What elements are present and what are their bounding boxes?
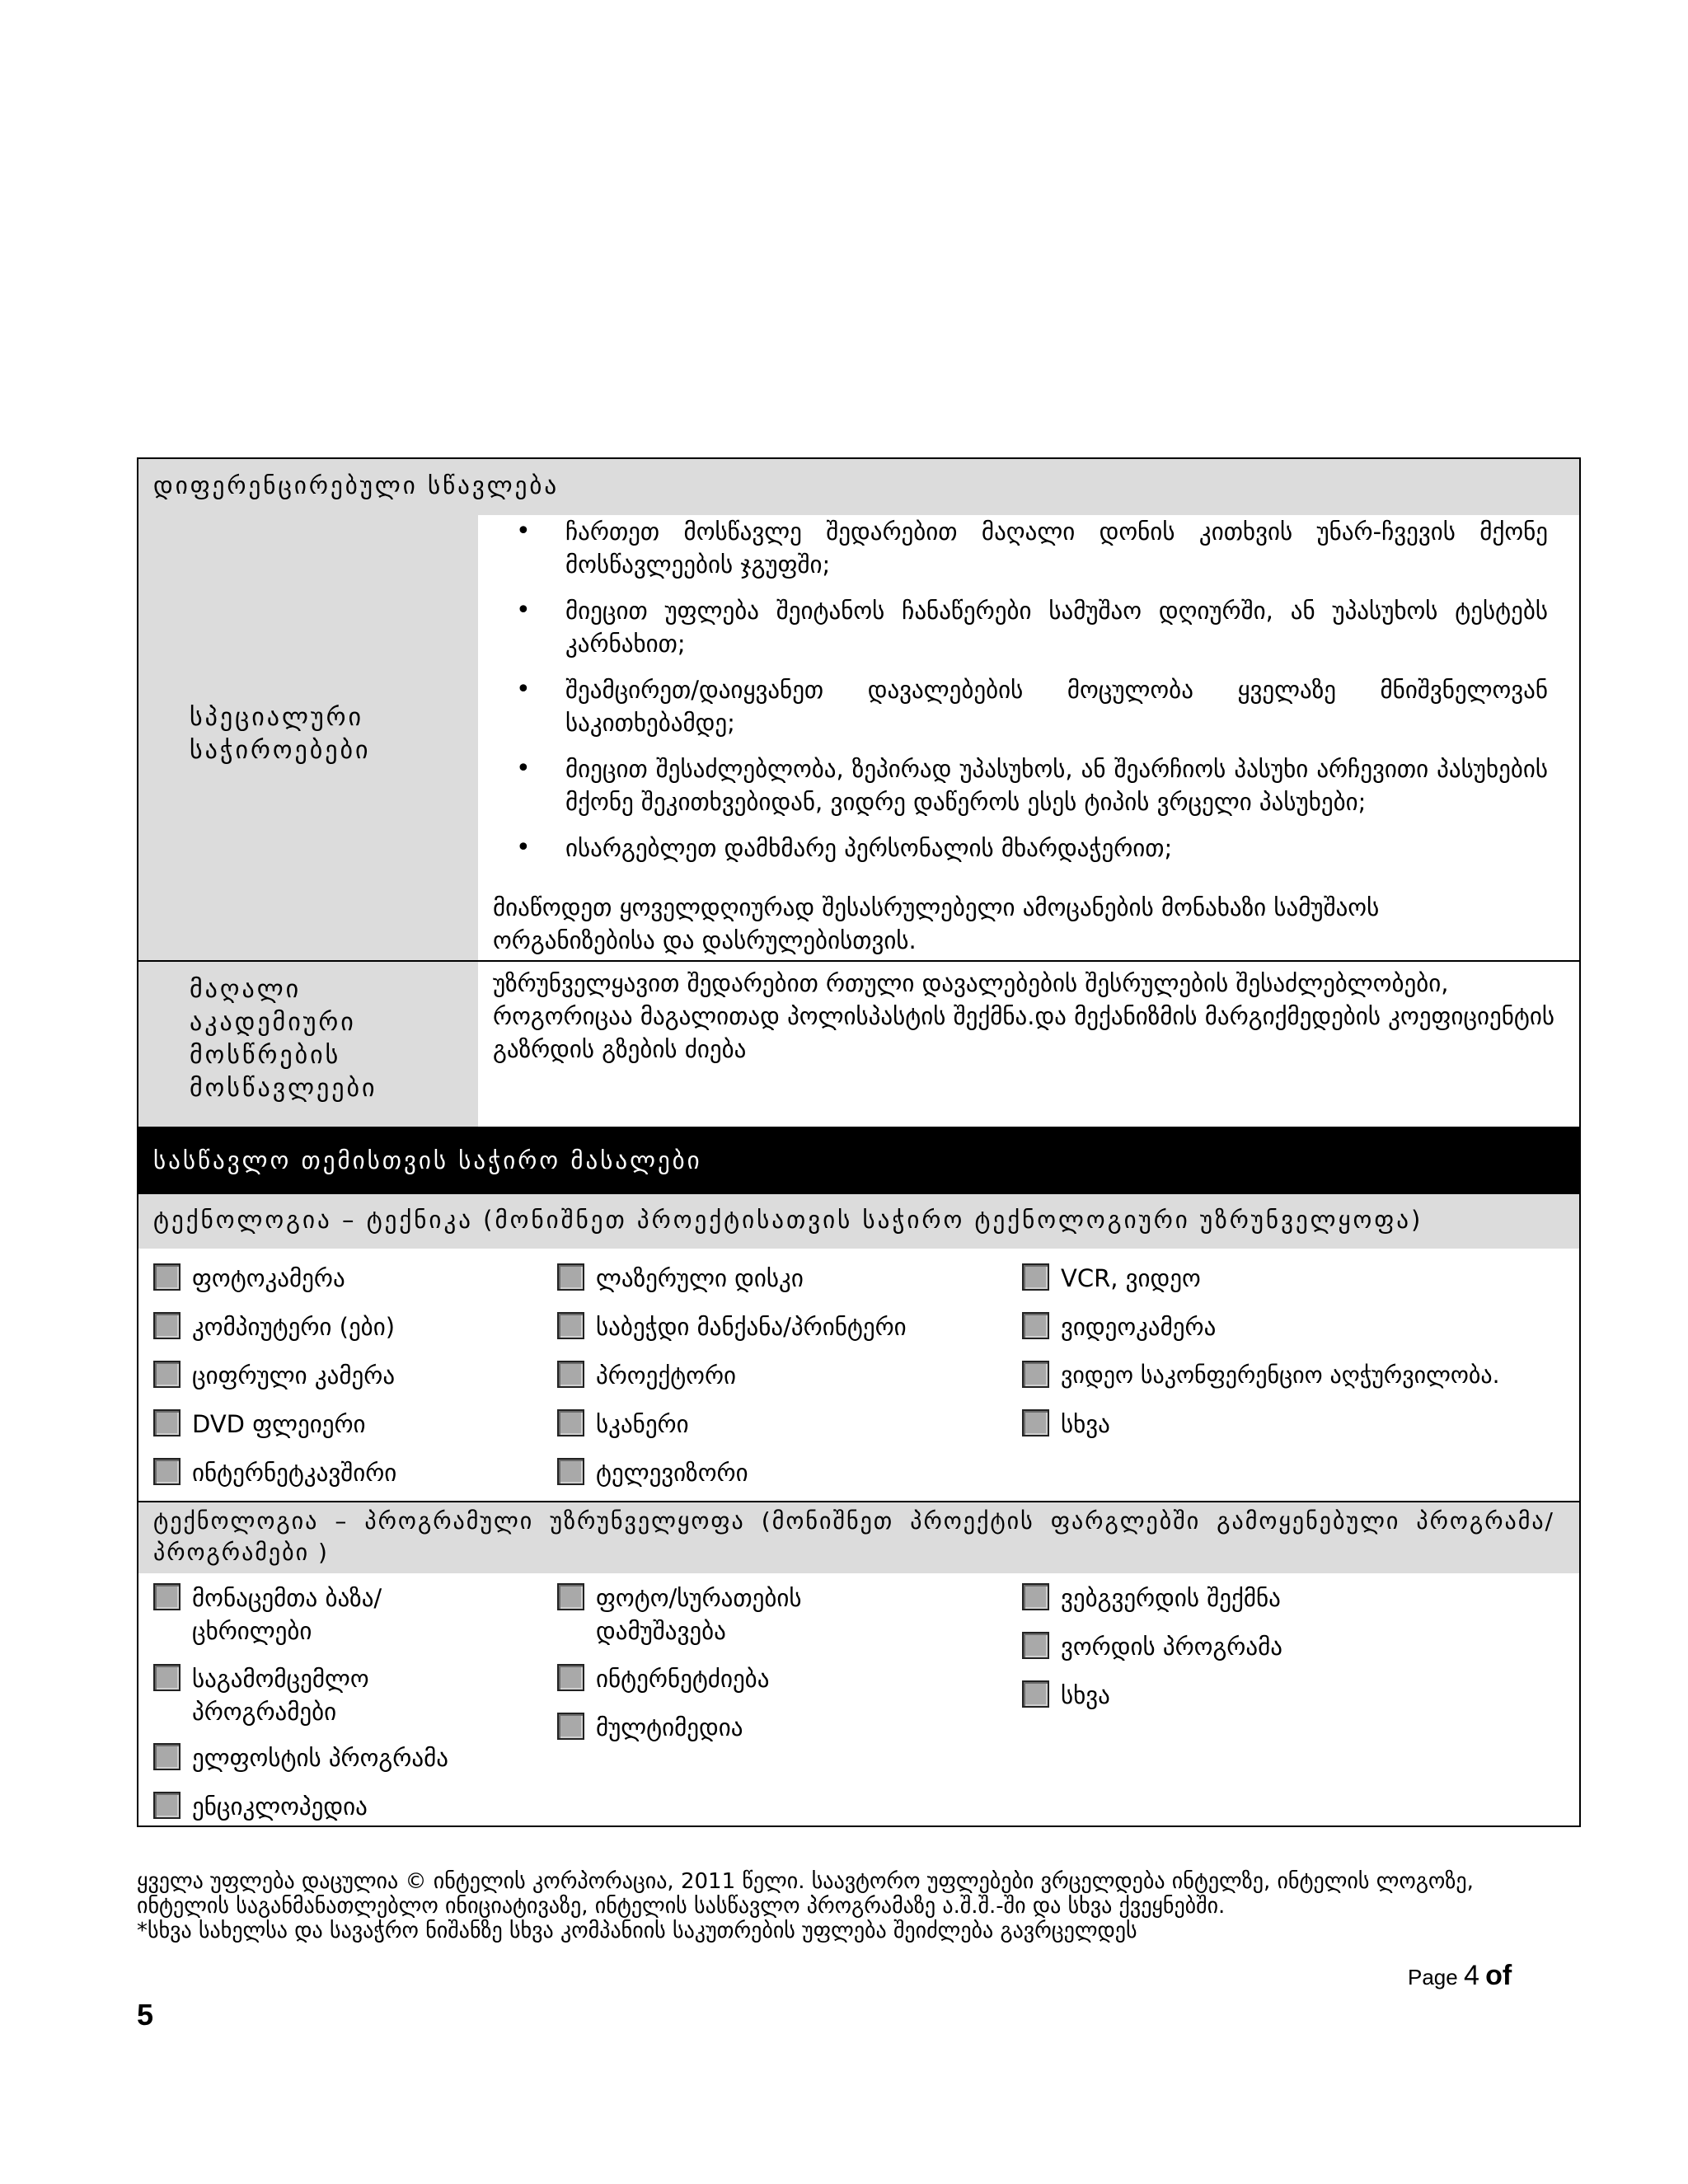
special-needs-list bbox=[493, 515, 1548, 878]
software-option[interactable]: ელფოსტის პროგრამა bbox=[153, 1741, 448, 1774]
high-achievers-label-cell bbox=[138, 962, 478, 1127]
checkbox[interactable] bbox=[557, 1458, 584, 1485]
checkbox[interactable] bbox=[557, 1583, 584, 1610]
checkbox[interactable] bbox=[153, 1792, 181, 1819]
page-current: 4 bbox=[1463, 1960, 1479, 1991]
checkbox[interactable] bbox=[153, 1263, 181, 1291]
software-option[interactable]: მულტიმედია bbox=[557, 1711, 743, 1744]
hardware-option[interactable]: სკანერი bbox=[557, 1408, 689, 1441]
hardware-option[interactable]: VCR, ვიდეო bbox=[1022, 1262, 1201, 1295]
checkbox[interactable] bbox=[153, 1743, 181, 1770]
software-option[interactable]: ინტერნეტძიება bbox=[557, 1662, 769, 1695]
page-label: Page bbox=[1408, 1965, 1458, 1990]
checkbox[interactable] bbox=[153, 1361, 181, 1388]
list-item: • შეამცირეთ/დაიყვანეთ დავალებების მოცულობა ყველაზე მნიშვნელოვან საკითხებამდე; bbox=[493, 673, 1548, 739]
page-total: 5 bbox=[137, 1998, 154, 2032]
special-needs-note: მიაწოდეთ ყოველდღიურად შესასრულებელი ამოცანების მონახაზი სამუშაოს ორგანიზებისა და დასრულებისთვის. bbox=[493, 893, 1380, 954]
hardware-title: ტექნოლოგია – ტექნიკა (მონიშნეთ პროექტისათვის საჭირო ტექნოლოგიური უზრუნველყოფა) bbox=[153, 1206, 1423, 1234]
special-needs-row bbox=[138, 515, 1579, 960]
lesson-plan-table bbox=[137, 457, 1581, 1827]
checkbox[interactable] bbox=[153, 1409, 181, 1436]
hardware-option[interactable]: ინტერნეტკავშირი bbox=[153, 1456, 396, 1489]
software-option[interactable]: მონაცემთა ბაზა/ცხრილები bbox=[153, 1582, 516, 1647]
page-of: of bbox=[1485, 1960, 1512, 1991]
checkbox[interactable] bbox=[557, 1664, 584, 1691]
trademark-text: *სხვა სახელსა და სავაჭრო ნიშანზე სხვა კომპანიის საკუთრების უფლება შეიძლება გავრცელდეს bbox=[137, 1919, 1137, 1943]
checkbox[interactable] bbox=[1022, 1583, 1049, 1610]
checkbox[interactable] bbox=[557, 1409, 584, 1436]
checkbox[interactable] bbox=[153, 1583, 181, 1610]
list-item: • მიეცით შესაძლებლობა, ზეპირად უპასუხოს, ან შეარჩიოს პასუხი არჩევითი პასუხების მქონე შეკითხვებიდან, ვიდრე დაწეროს ესეს ტიპის ვრცელი პასუხები; bbox=[493, 752, 1548, 818]
hardware-option[interactable]: კომპიუტერი (ები) bbox=[153, 1310, 395, 1343]
list-item: • მიეცით უფლება შეიტანოს ჩანაწერები სამუშაო დღიურში, ან უპასუხოს ტესტებს კარნახით; bbox=[493, 594, 1548, 660]
hardware-option[interactable]: ვიდეოკამერა bbox=[1022, 1310, 1216, 1343]
differentiation-title: დიფერენცირებული სწავლება bbox=[153, 471, 560, 499]
list-item: • ისარგებლეთ დამხმარე პერსონალის მხარდაჭერით; bbox=[493, 832, 1548, 865]
checkbox[interactable] bbox=[153, 1458, 181, 1485]
checkbox[interactable] bbox=[1022, 1263, 1049, 1291]
hardware-option[interactable]: DVD ფლეიერი bbox=[153, 1408, 366, 1441]
checkbox[interactable] bbox=[1022, 1409, 1049, 1436]
software-header bbox=[138, 1502, 1579, 1573]
software-option[interactable]: საგამომცემლო პროგრამები bbox=[153, 1662, 516, 1728]
materials-title: სასწავლო თემისთვის საჭირო მასალები bbox=[153, 1146, 702, 1174]
copyright-text: ყველა უფლება დაცულია © ინტელის კორპორაცია, 2011 წელი. საავტორო უფლებები ვრცელდება ინტელზე, ინტელის ლოგოზე, ინტელის საგანმანათლებლო ინიციატივაზე, ინტელის სასწავლო პროგრამაზე ა.შ.შ.-ში და სხვა ქვეყნებში. bbox=[137, 1869, 1474, 1919]
hardware-option[interactable]: ტელევიზორი bbox=[557, 1456, 748, 1489]
hardware-option[interactable]: პროექტორი bbox=[557, 1359, 736, 1392]
checkbox[interactable] bbox=[557, 1361, 584, 1388]
hardware-option[interactable]: საბეჭდი მანქანა/პრინტერი bbox=[557, 1310, 907, 1343]
differentiation-header bbox=[138, 459, 1579, 515]
materials-header bbox=[138, 1127, 1579, 1194]
checkbox[interactable] bbox=[557, 1713, 584, 1740]
special-needs-label-cell bbox=[138, 515, 478, 960]
checkbox[interactable] bbox=[557, 1312, 584, 1339]
hardware-option[interactable]: სხვა bbox=[1022, 1408, 1110, 1441]
software-title: ტექნოლოგია – პროგრამული უზრუნველყოფა (მონიშნეთ პროექტის ფარგლებში გამოყენებული პროგრამა/პროგრამები ) bbox=[153, 1507, 1554, 1566]
hardware-option[interactable]: ვიდეო საკონფერენციო აღჭურვილობა. bbox=[1022, 1359, 1500, 1392]
copyright-footer bbox=[137, 1869, 1554, 1943]
software-option[interactable]: ვორდის პროგრამა bbox=[1022, 1630, 1282, 1663]
checkbox[interactable] bbox=[1022, 1680, 1049, 1708]
checkbox[interactable] bbox=[1022, 1361, 1049, 1388]
hardware-option[interactable]: ციფრული კამერა bbox=[153, 1359, 395, 1392]
checkbox[interactable] bbox=[557, 1263, 584, 1291]
checkbox[interactable] bbox=[1022, 1312, 1049, 1339]
software-option[interactable]: ვებგვერდის შექმნა bbox=[1022, 1582, 1281, 1615]
special-needs-label: სპეციალური საჭიროებები bbox=[190, 703, 371, 765]
list-item: • ჩართეთ მოსწავლე შედარებით მაღალი დონის კითხვის უნარ-ჩვევის მქონე მოსწავლეების ჯგუფში; bbox=[493, 515, 1548, 581]
software-option[interactable]: ენციკლოპედია bbox=[153, 1790, 368, 1823]
high-achievers-row bbox=[138, 962, 1579, 1127]
high-achievers-text: უზრუნველყავით შედარებით რთული დავალებების შესრულების შესაძლებლობები, როგორიცაა მაგალითად პოლისპასტის შექმნა.და მექანიზმის მარგიქმედების კოეფიციენტის გაზრდის გზების ძიება bbox=[493, 969, 1555, 1063]
page-number bbox=[1408, 1960, 1512, 1992]
hardware-header bbox=[138, 1194, 1579, 1249]
software-option[interactable]: ფოტო/სურათების დამუშავება bbox=[557, 1582, 969, 1647]
high-achievers-label: მაღალი აკადემიური მოსწრების მოსწავლეები bbox=[190, 975, 377, 1103]
software-option[interactable]: სხვა bbox=[1022, 1679, 1110, 1712]
checkbox[interactable] bbox=[153, 1664, 181, 1691]
checkbox[interactable] bbox=[153, 1312, 181, 1339]
hardware-option[interactable]: ლაზერული დისკი bbox=[557, 1262, 804, 1295]
checkbox[interactable] bbox=[1022, 1632, 1049, 1659]
hardware-option[interactable]: ფოტოკამერა bbox=[153, 1262, 345, 1295]
